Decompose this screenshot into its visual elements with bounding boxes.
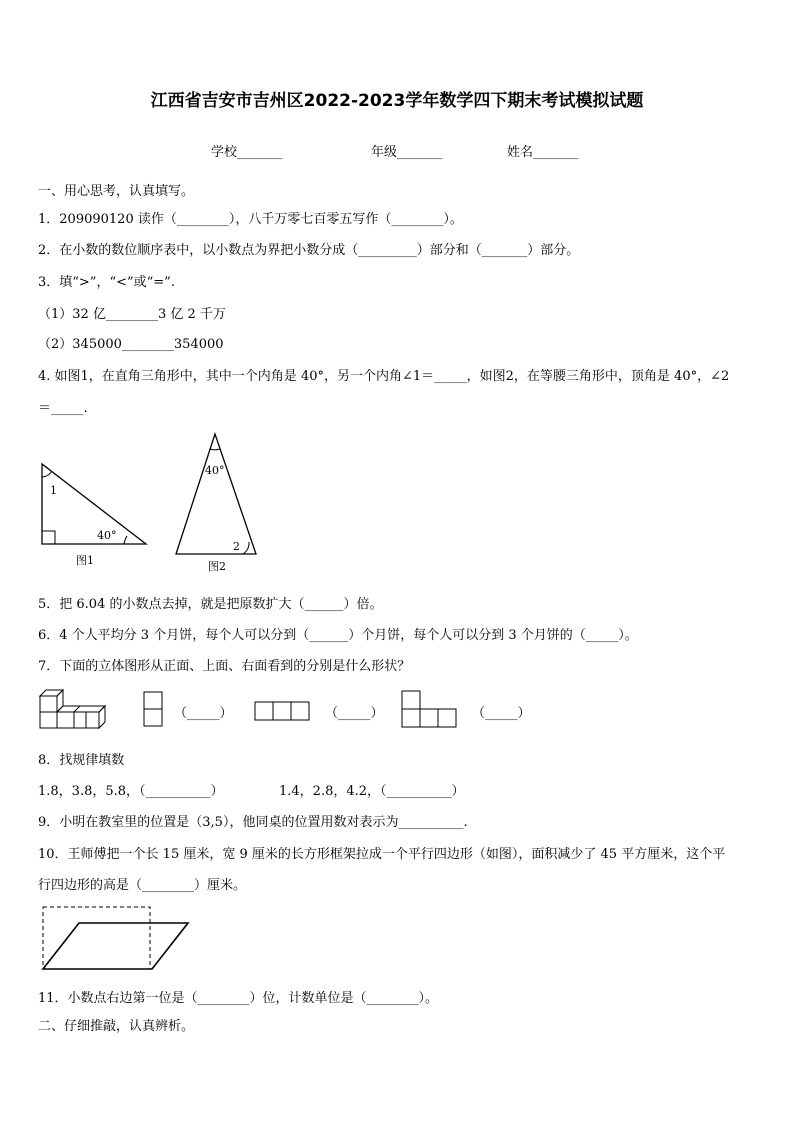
school-field: 学校_______ bbox=[211, 145, 283, 160]
figure-1-degree-label: 40° bbox=[97, 529, 117, 542]
question-6: 6．4 个人平均分 3 个月饼，每个人可以分到（______）个月饼，每个人可以分到 3 个月饼的（_____）。 bbox=[38, 628, 638, 643]
question-7: 7．下面的立体图形从正面、上面、右面看到的分别是什么形状？ bbox=[38, 659, 411, 674]
question-10-line-1: 10．王师傅把一个长 15 厘米，宽 9 厘米的长方形框架拉成一个平行四边形（如图），面积减少了 45 平方厘米，这个平 bbox=[38, 847, 726, 862]
question-4-line-1: 4. 如图1，在直角三角形中，其中一个内角是 40°，另一个内角∠1＝_____，如图2，在等腰三角形中，顶角是 40°，∠2 bbox=[38, 369, 730, 384]
section-1-heading: 一、用心思考，认真填写。 bbox=[38, 184, 195, 199]
question-8-sequence-a: 1.8，3.8，5.8，（__________） bbox=[38, 784, 224, 799]
name-field: 姓名_______ bbox=[507, 145, 579, 160]
figure-2-degree-label: 40° bbox=[205, 464, 225, 477]
question-8-sequence-b: 1.4，2.8，4.2，（__________） bbox=[279, 784, 465, 799]
question-7-view-3 bbox=[400, 689, 462, 731]
figure-2-isosceles-triangle bbox=[170, 430, 270, 580]
question-7-blank-2: （_____） bbox=[325, 706, 384, 721]
page-title: 江西省吉安市吉州区2022-2023学年数学四下期末考试模拟试题 bbox=[150, 91, 644, 111]
question-8: 8．找规律填数 bbox=[38, 753, 125, 768]
figure-1-caption: 图1 bbox=[76, 554, 94, 567]
figure-1-right-triangle bbox=[36, 460, 156, 570]
question-11: 11．小数点右边第一位是（________）位，计数单位是（________）。 bbox=[38, 991, 439, 1006]
question-7-view-2 bbox=[253, 700, 313, 724]
question-7-blank-1: （_____） bbox=[174, 706, 233, 721]
question-10-line-2: 行四边形的高是（________）厘米。 bbox=[38, 878, 247, 893]
figure-2-caption: 图2 bbox=[208, 560, 226, 573]
question-7-blank-3: （_____） bbox=[472, 706, 531, 721]
question-1: 1．209090120 读作（________），八千万零七百零五写作（________）。 bbox=[38, 212, 463, 227]
question-3-part-2: （2）345000________354000 bbox=[38, 337, 224, 352]
grade-field: 年级_______ bbox=[371, 145, 443, 160]
question-2: 2．在小数的数位顺序表中，以小数点为界把小数分成（_________）部分和（_______）部分。 bbox=[38, 243, 580, 258]
question-5: 5．把 6.04 的小数点去掉，就是把原数扩大（______）倍。 bbox=[38, 597, 383, 612]
question-7-solid-figure bbox=[38, 686, 108, 734]
question-3-part-1: （1）32 亿________3 亿 2 千万 bbox=[38, 307, 226, 322]
question-4-line-2: ＝_____. bbox=[38, 401, 88, 416]
question-10-parallelogram-figure bbox=[40, 905, 195, 973]
figure-1-angle-label: 1 bbox=[50, 484, 57, 497]
question-3: 3．填“>”，“<”或“=”. bbox=[38, 275, 175, 290]
question-7-view-1 bbox=[142, 690, 166, 730]
section-2-heading: 二、仔细推敲，认真辨析。 bbox=[38, 1019, 195, 1034]
question-9: 9．小明在教室里的位置是（3,5），他同桌的位置用数对表示为__________. bbox=[38, 815, 468, 830]
figure-2-angle-label: 2 bbox=[233, 540, 240, 553]
